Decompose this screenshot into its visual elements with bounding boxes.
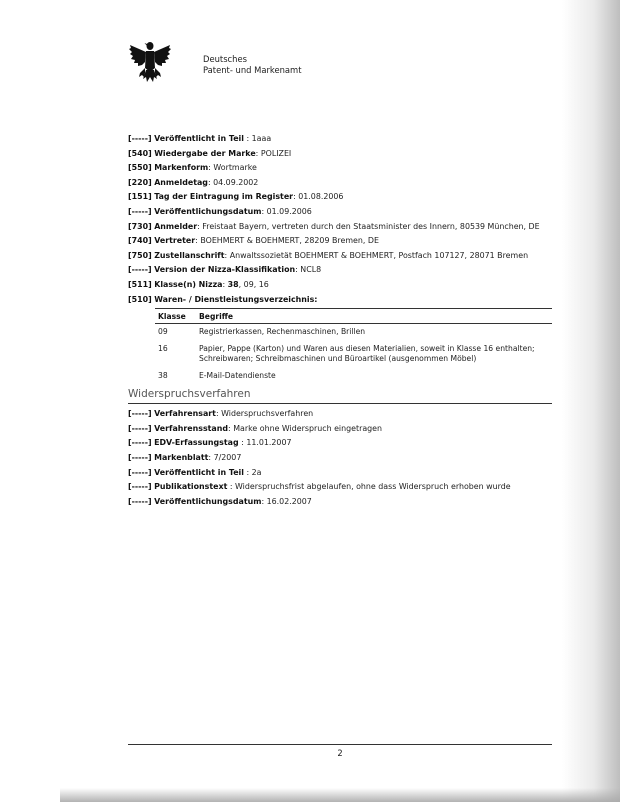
field-code: [-----] — [128, 467, 152, 477]
class-terms — [196, 368, 552, 385]
field-value: Freistaat Bayern, vertreten durch den Staatsminister des Innern, 80539 München, DE — [202, 221, 540, 231]
table-row — [155, 324, 552, 341]
field-row — [128, 480, 552, 495]
class-number: 38 — [158, 370, 168, 380]
field-label: Verfahrensart — [154, 409, 216, 419]
field-code: [151] — [128, 192, 152, 202]
field-separator: : — [215, 409, 222, 419]
field-code: [-----] — [128, 206, 152, 216]
field-code: [-----] — [128, 409, 152, 419]
field-label: Markenform — [154, 163, 209, 173]
org-line-1: Deutsches — [203, 54, 247, 64]
field-value: 01.08.2006 — [298, 192, 344, 202]
field-value: Anwaltssozietät BOEHMERT & BOEHMERT, Postfach 107127, 28071 Bremen — [229, 250, 529, 260]
field-value: NCL8 — [300, 265, 322, 275]
field-value: 1aaa — [251, 134, 272, 143]
field-value: 16.02.2007 — [266, 496, 312, 506]
field-separator: : — [243, 467, 252, 477]
class-table-body — [155, 324, 552, 385]
field-code: [730] — [128, 221, 152, 231]
opposition-section-title: Widerspruchsverfahren — [128, 388, 552, 404]
federal-eagle-icon — [128, 38, 172, 88]
class-number: 09 — [158, 327, 168, 337]
field-row — [128, 466, 552, 481]
field-row — [128, 249, 552, 264]
field-value: POLIZEI — [260, 148, 292, 158]
field-label: Anmelder — [154, 221, 198, 231]
class-number: 16 — [158, 343, 168, 353]
table-row — [155, 341, 552, 368]
field-label: Publikationstext — [154, 482, 228, 492]
field-row — [128, 147, 552, 162]
field-code: [220] — [128, 177, 152, 187]
field-separator: : — [227, 482, 236, 492]
field-label: Vertreter — [154, 236, 196, 246]
field-label: Veröffentlichungsdatum — [154, 496, 262, 506]
field-row — [128, 190, 552, 205]
field-row — [128, 495, 552, 510]
class-terms — [196, 324, 552, 341]
field-label: Veröffentlicht in Teil — [154, 467, 244, 477]
field-row — [128, 436, 552, 451]
field-code: [750] — [128, 250, 152, 260]
field-row — [128, 407, 552, 422]
field-label: Version der Nizza-Klassifikation — [154, 265, 296, 275]
field-label: Zustellanschrift — [154, 250, 225, 260]
table-row — [155, 368, 552, 385]
field-label: EDV-Erfassungstag — [154, 438, 239, 448]
field-code: [-----] — [128, 482, 152, 492]
field-row — [128, 263, 552, 278]
field-separator: : — [243, 134, 252, 143]
field-code: [550] — [128, 163, 152, 173]
col-header-klasse: Klasse — [155, 309, 196, 324]
field-separator: : — [224, 250, 230, 260]
field-label: Veröffentlicht in Teil — [154, 134, 244, 143]
col-header-begriffe: Begriffe — [196, 309, 552, 324]
field-value: Widerspruchsfrist abgelaufen, ohne dass Widerspruch erhoben wurde — [235, 482, 511, 492]
field-value: 04.09.2002 — [213, 177, 259, 187]
field-separator: : — [197, 221, 203, 231]
field-code: [-----] — [128, 265, 152, 275]
field-separator: : — [261, 496, 267, 506]
page-bottom-shadow — [60, 788, 620, 802]
field-separator: : — [255, 148, 261, 158]
class-terms-line: Schreibwaren; Schreibmaschinen und Büroartikel (ausgenommen Möbel) — [199, 354, 477, 364]
field-label: Veröffentlichungsdatum — [154, 206, 262, 216]
field-code: [-----] — [128, 423, 152, 433]
field-separator: : — [208, 163, 214, 173]
field-code: [-----] — [128, 452, 152, 462]
field-value: 11.01.2007 — [246, 438, 292, 448]
field-label: Klasse(n) Nizza — [154, 279, 223, 289]
field-separator: : — [207, 177, 214, 187]
field-label: Markenblatt — [154, 452, 209, 462]
field-value: , 09, 16 — [238, 279, 269, 289]
field-code: [540] — [128, 148, 152, 158]
field-separator: : — [261, 206, 267, 216]
field-row — [128, 234, 552, 249]
field-value: BOEHMERT & BOEHMERT, 28209 Bremen, DE — [200, 236, 379, 246]
class-table-header-row — [155, 309, 552, 324]
field-separator: : — [238, 438, 247, 448]
field-separator: : — [195, 236, 201, 246]
field-code: [-----] — [128, 438, 152, 448]
field-code: [-----] — [128, 134, 152, 143]
field-row — [128, 278, 552, 293]
field-separator: : — [222, 279, 228, 289]
field-row — [128, 205, 552, 220]
footer-divider — [128, 744, 552, 745]
field-label: Anmeldetag — [154, 177, 208, 187]
field-code: [510] — [128, 294, 152, 304]
field-code: [511] — [128, 279, 152, 289]
page-number: 2 — [337, 748, 343, 758]
class-terms-line: Papier, Pappe (Karton) und Waren aus diesen Materialien, soweit in Klasse 16 enthalten; — [199, 343, 535, 353]
field-value: Widerspruchsverfahren — [221, 409, 314, 419]
field-row — [128, 293, 552, 308]
field-label: Waren- / Dienstleistungsverzeichnis: — [154, 294, 318, 304]
field-value: 2a — [251, 467, 262, 477]
nice-class-table — [155, 308, 552, 384]
field-value: Marke ohne Widerspruch eingetragen — [233, 423, 383, 433]
field-separator: : — [208, 452, 214, 462]
field-row — [128, 220, 552, 235]
field-code: [740] — [128, 236, 152, 246]
field-value: 7/2007 — [213, 452, 242, 462]
field-value-primary: 38 — [227, 279, 239, 289]
field-separator: : — [295, 265, 301, 275]
field-code: [-----] — [128, 496, 152, 506]
class-terms-line: E-Mail-Datendienste — [199, 370, 276, 380]
registration-fields — [128, 132, 552, 307]
field-value: Wortmarke — [213, 163, 257, 173]
field-row — [128, 451, 552, 466]
organization-name — [203, 54, 302, 76]
class-terms — [196, 341, 552, 368]
org-line-2: Patent- und Markenamt — [203, 65, 302, 75]
field-separator: : — [228, 423, 234, 433]
field-label: Wiedergabe der Marke — [154, 148, 256, 158]
field-row — [128, 132, 552, 147]
field-label: Tag der Eintragung im Register — [154, 192, 294, 202]
field-row — [128, 161, 552, 176]
opposition-fields — [128, 407, 552, 509]
field-row — [128, 176, 552, 191]
field-separator: : — [293, 192, 299, 202]
page-edge-shadow — [562, 0, 620, 802]
class-terms-line: Registrierkassen, Rechenmaschinen, Brillen — [199, 327, 366, 337]
trademark-record — [128, 132, 552, 509]
field-row — [128, 422, 552, 437]
field-label: Verfahrensstand — [154, 423, 229, 433]
field-value: 01.09.2006 — [266, 206, 312, 216]
